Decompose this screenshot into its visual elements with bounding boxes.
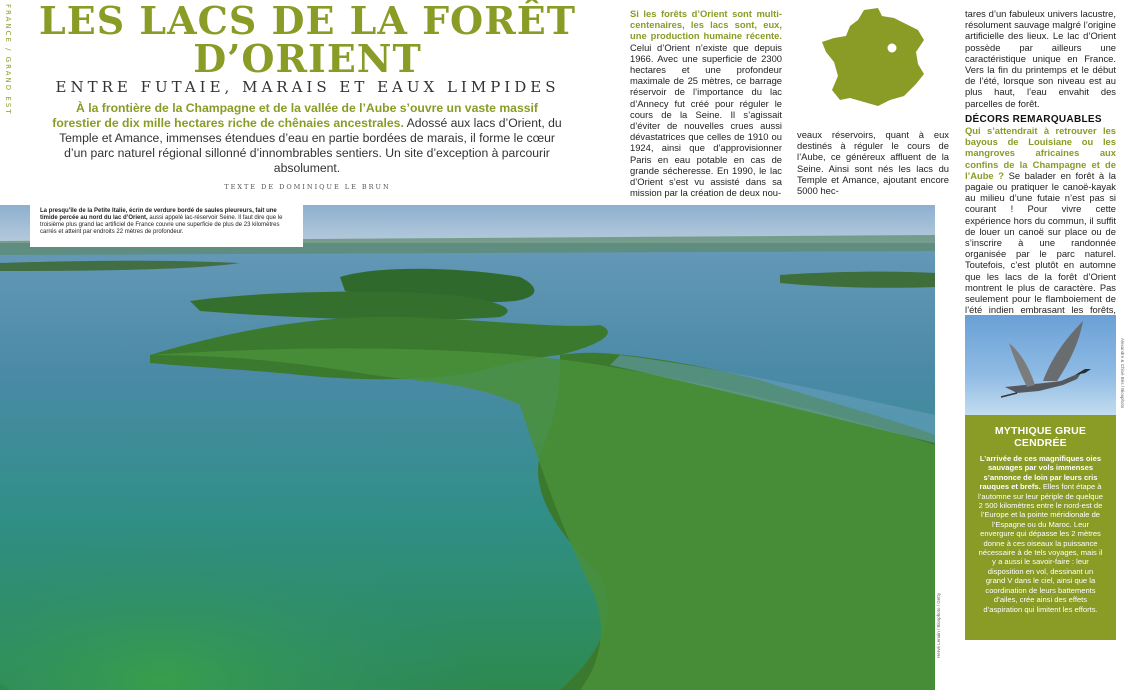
section-label: FRANCE / GRAND EST [4, 4, 12, 116]
article-intro [52, 101, 562, 176]
col1-body: Celui d’Orient n’existe que depuis 1966. Avec une superficie de 2300 hectares et une profondeur maximale de 25 mètres, ce barrage réservoir de l’importance du lac d’Annecy fut créé pour réguler le cours de la Seine. Il s’agissait d’éviter de nouvelles crues aussi dévastatrices que celles de 1910 ou 1924, ainsi que d’approvisionner Paris en eau potable en cas de grande sécheresse. En 1990, le lac d’Orient s’est vu assisté dans sa mission par la création de deux nou- [630, 41, 782, 199]
box-lead: L’arrivée de ces magnifiques oies sauvages par vols immenses s’annonce de loin par leurs cris rauques et brefs. [979, 454, 1102, 492]
col1-highlight: Si les forêts d’Orient sont multi-centenaires, les lacs sont, eux, une production humaine récente. [630, 8, 782, 42]
col3-paragraph-2: Se balader en forêt à la pagaie ou pratiquer le canoë-kayak au milieu d’une futaie n’est pas si courant ! Pour vivre cette expérience hors du commun, il suffit de louer un canoë sur place ou de s’inscrire à une randonnée organisée par le parc naturel. Toutefois, c’est plutôt en automne que les lacs de la forêt d’Orient montrent le plus de caractère. Pas seulement pour le flamboiement de l’été indien embrasant les forêts, [965, 169, 1116, 316]
col3-highlight: Qui s’attendrait à retrouver les bayous de Louisiane ou les mangroves africaines aux confins de la Champagne et de l’Aube ? [965, 125, 1116, 181]
title-line-2: D’ORIENT [193, 36, 422, 81]
photo-credit: Hervé Lenain / Biosphoto / Getty [936, 593, 941, 659]
photo-caption [30, 205, 303, 247]
section-heading: DÉCORS REMARQUABLES [965, 113, 1102, 125]
col3-paragraph-1: tares d’un fabuleux univers lacustre, résolument sauvage malgré l’origine artificielle des lieux. Le lac d’Orient possède par ailleurs une caractéristique unique en France. Vers la fin du printemps et le début de l’été, lorsque son niveau est au plus haut, l’eau envahit des parcelles de forêt. [965, 8, 1116, 109]
article-subtitle: ENTRE FUTAIE, MARAIS ET EAUX LIMPIDES [55, 78, 560, 96]
text-column-2: veaux réservoirs, quant à eux destinés à réguler le cours de l’Aube, ce généreux affluent de la Seine. Ainsi sont nés les lacs du Temple et Amance, ajoutant encore 5000 hec- [797, 129, 949, 197]
sidebar-box [965, 415, 1116, 640]
caption-highlight: La presqu’île de la Petite Italie, écrin de verdure bordé de saules pleureurs, fait une timide percée au nord du lac d’Orient, [40, 208, 277, 221]
box-text [977, 454, 1104, 614]
intro-body: Adossé aux lacs d’Orient, du Temple et Amance, immenses étendues d’eau en partie bordées de marais, il forme le cœur d’un parc naturel régional sillonné d’innombrables sentiers. Un site d’exception à parcourir absolument. [59, 116, 562, 175]
article-title [20, 0, 595, 81]
text-column-3 [965, 8, 1116, 327]
lake-aerial-photo [0, 205, 935, 690]
crane-bird-icon [965, 315, 1116, 415]
title-line-1: LES LACS DE LA FORÊT [39, 0, 576, 43]
intro-highlight: À la frontière de la Champagne et de la vallée de l’Aube s’ouvre un vaste massif forestier de dix mille hectares riche de chênaies ancestrales. [52, 101, 538, 130]
text-column-1 [630, 8, 782, 198]
crane-photo-credit: Alexandre & Chloé Bès / Biosphoto [1120, 338, 1125, 409]
author-credit: TEXTE DE DOMINIQUE LE BRUN [224, 183, 391, 191]
france-map-icon [820, 6, 928, 108]
caption-body: aussi appelé lac-réservoir Seine. Il faut dire que le troisième plus grand lac artificiel de France couvre une superficie de plus de 23 kilomètres carrés et atteint par endroits 22 mètres de profondeur. [40, 215, 283, 235]
box-title: MYTHIQUE GRUE CENDRÉE [994, 425, 1087, 449]
lake-aerial-illustration [0, 205, 935, 690]
box-body: Elles font étape à l’automne sur leur périple de quelque 2 500 kilomètres entre le nord-est de l’Europe et la pointe méridionale de l’Espagne ou du Maroc. Leur envergure qui dépasse les 2 mètres donne à ces oiseaux la puissance nécessaire à de tels voyages, mais il y a aussi le savoir-faire : leur disposition en vol, dessinant un grand V dans le ciel, ainsi que la coordination de leurs battements d’ailes, crée ainsi des effets d’aspiration qui limitent les efforts. [978, 482, 1103, 614]
